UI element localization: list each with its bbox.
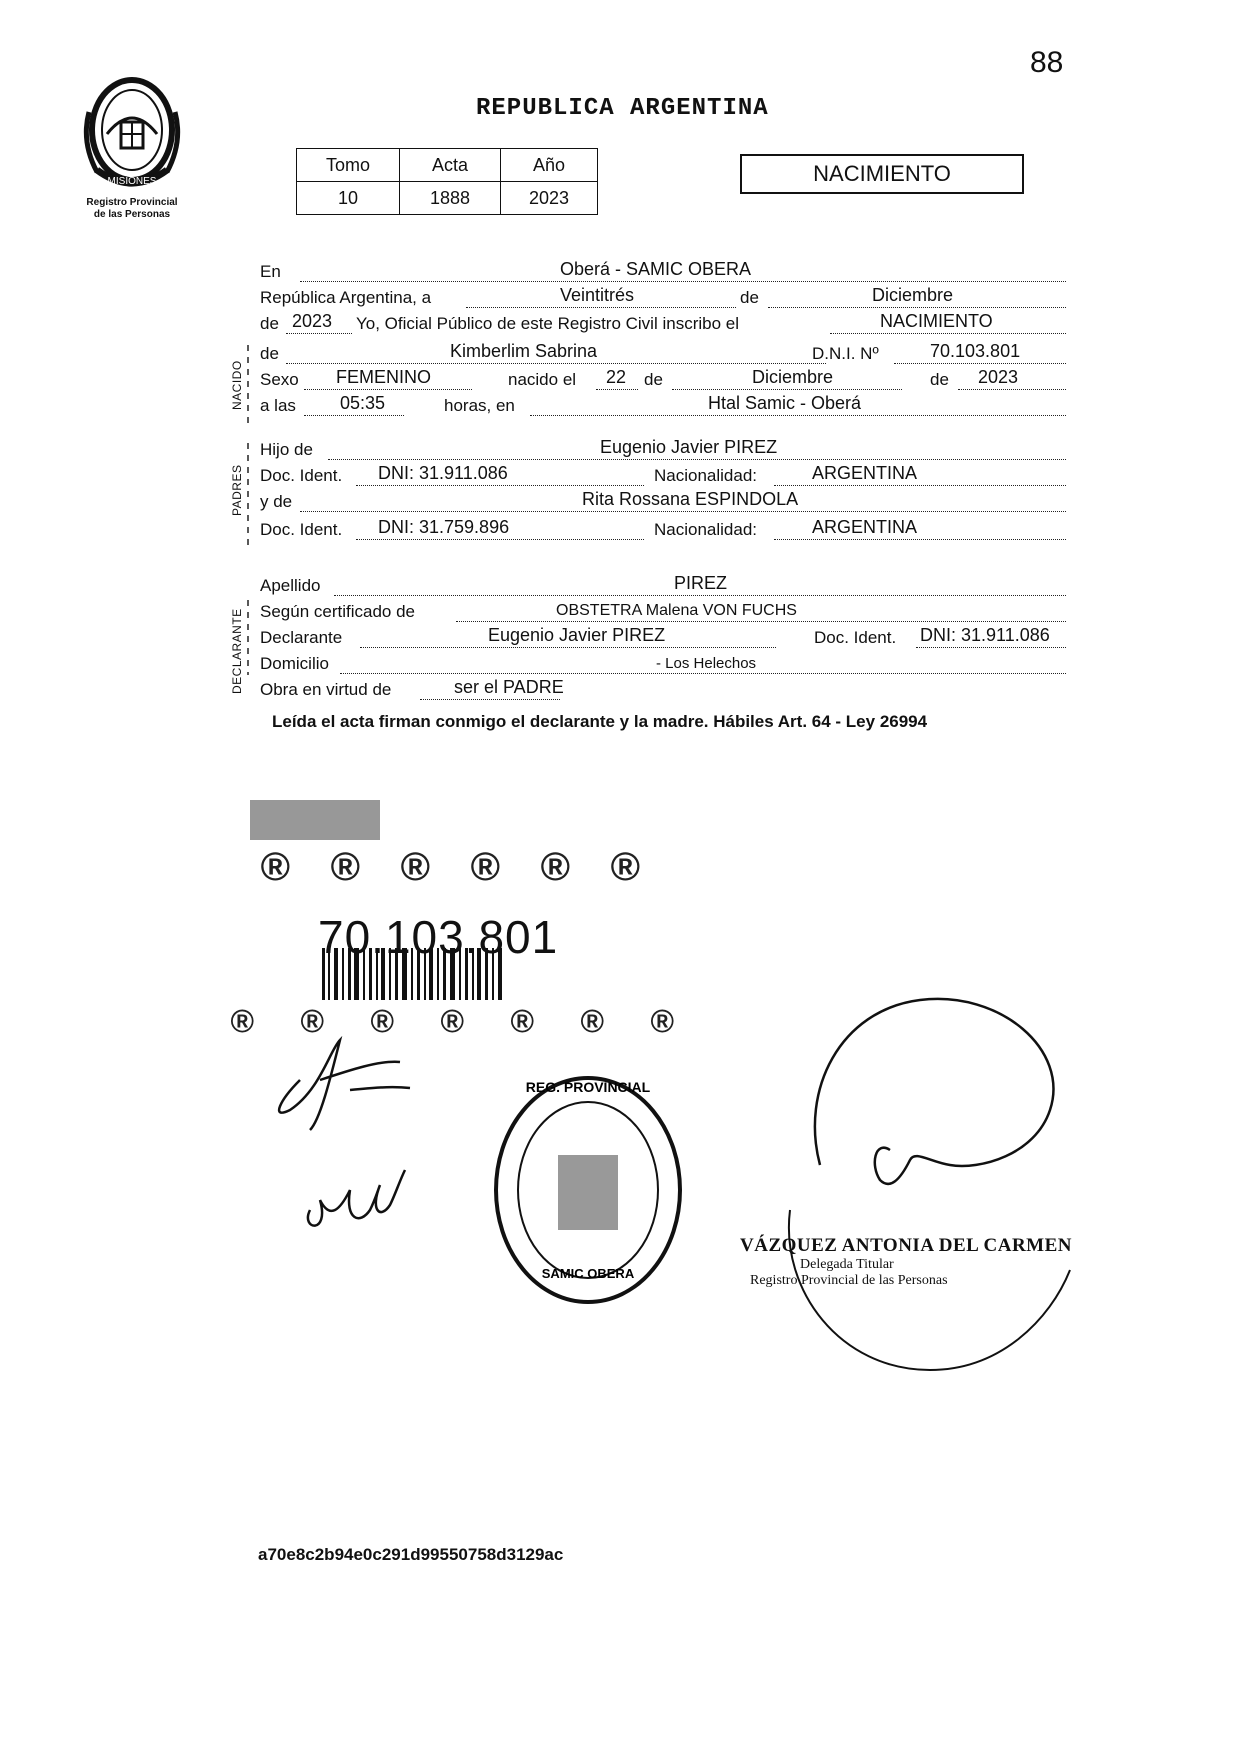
row-hijo-de	[260, 438, 1066, 464]
official-role: Delegada Titular	[800, 1257, 894, 1272]
svg-text:®: ®	[260, 845, 290, 889]
value-en: Oberá - SAMIC OBERA	[560, 259, 752, 279]
label-yo-oficial: Yo, Oficial Público de este Registro Civil inscribo el	[356, 314, 739, 333]
svg-text:REG. PROVINCIAL: REG. PROVINCIAL	[525, 1079, 651, 1095]
value-dia-nacimiento: 22	[606, 367, 627, 387]
signature-official	[780, 990, 1080, 1390]
svg-text:®: ®	[540, 845, 570, 889]
header-acta: Acta	[400, 149, 501, 182]
svg-text:SAMIC OBERA: SAMIC OBERA	[541, 1266, 635, 1281]
svg-text:®: ®	[230, 1003, 254, 1039]
value-domicilio: - Los Helechos	[656, 655, 757, 672]
dotted-line	[300, 511, 1066, 512]
label-nacido-el: nacido el	[508, 370, 577, 389]
value-doc-padre: DNI: 31.911.086	[378, 463, 508, 483]
signature-declarante	[260, 1020, 440, 1250]
page-number: 88	[1030, 46, 1064, 79]
dotted-line	[356, 539, 644, 540]
label-domicilio: Domicilio	[260, 654, 329, 673]
dotted-line	[286, 363, 826, 364]
dotted-line	[774, 539, 1066, 540]
value-nacionalidad-madre: ARGENTINA	[812, 517, 918, 537]
row-nombre	[260, 342, 1066, 368]
side-label-padres: PADRES	[230, 464, 244, 516]
label-a-las: a las	[260, 396, 296, 415]
header-anio: Año	[501, 149, 598, 182]
value-sexo: FEMENINO	[336, 367, 432, 387]
value-anio: 2023	[292, 311, 333, 331]
dotted-line	[672, 389, 902, 390]
dotted-line	[300, 281, 1066, 282]
label-dni: D.N.I. Nº	[812, 344, 879, 363]
label-y-de: y de	[260, 492, 293, 511]
svg-text:®: ®	[440, 1003, 464, 1039]
dotted-line	[456, 621, 1066, 622]
svg-text:®: ®	[400, 845, 430, 889]
record-table-header	[297, 149, 598, 182]
value-obra-en-virtud: ser el PADRE	[454, 677, 564, 697]
row-sexo	[260, 368, 1066, 394]
dotted-line	[830, 333, 1066, 334]
svg-text:®: ®	[650, 1003, 674, 1039]
label-de: de	[740, 288, 759, 307]
svg-text:®: ®	[580, 1003, 604, 1039]
record-table-values	[297, 182, 598, 215]
document-hash: a70e8c2b94e0c291d99550758d3129ac	[258, 1545, 564, 1564]
label-de-mes: de	[644, 370, 663, 389]
row-apellido	[260, 574, 1066, 600]
value-nacionalidad-padre: ARGENTINA	[812, 463, 918, 483]
value-lugar: Htal Samic - Oberá	[708, 393, 862, 413]
value-certificado: OBSTETRA Malena VON FUCHS	[556, 602, 797, 619]
dotted-line	[286, 333, 352, 334]
section-brackets	[244, 345, 254, 675]
record-table	[296, 148, 598, 215]
dotted-line	[894, 363, 1066, 364]
dotted-line	[466, 307, 736, 308]
value-mes: Diciembre	[872, 285, 954, 305]
label-declarante: Declarante	[260, 628, 343, 647]
label-nacionalidad-madre: Nacionalidad:	[654, 520, 758, 539]
value-mes-nacimiento: Diciembre	[752, 367, 834, 387]
official-stamp	[740, 1235, 1072, 1289]
svg-text:®: ®	[300, 1003, 324, 1039]
dotted-line	[916, 647, 1066, 648]
row-inscribo	[260, 312, 1066, 338]
value-anio: 2023	[501, 182, 598, 215]
official-office: Registro Provincial de las Personas	[750, 1273, 948, 1288]
svg-text:®: ®	[330, 845, 360, 889]
row-doc-padre	[260, 464, 1066, 490]
dotted-line	[328, 459, 1066, 460]
dotted-line	[530, 415, 1066, 416]
record-type-box: NACIMIENTO	[740, 154, 1024, 194]
value-tomo: 10	[297, 182, 400, 215]
dotted-line	[304, 389, 472, 390]
label-apellido: Apellido	[260, 576, 321, 595]
row-domicilio	[260, 652, 1066, 678]
row-doc-madre	[260, 518, 1066, 544]
value-acta: 1888	[400, 182, 501, 215]
dotted-line	[356, 485, 644, 486]
value-doc-declarante: DNI: 31.911.086	[920, 625, 1050, 645]
row-declarante	[260, 626, 1066, 652]
row-y-de	[260, 490, 1066, 516]
dotted-line	[360, 647, 776, 648]
label-de-nombre: de	[260, 344, 279, 363]
label-en: En	[260, 262, 281, 281]
value-declarante: Eugenio Javier PIREZ	[488, 625, 666, 645]
value-dia: Veintitrés	[560, 285, 635, 305]
label-doc-padre: Doc. Ident.	[260, 466, 343, 485]
dotted-line	[774, 485, 1066, 486]
row-en	[260, 260, 1066, 286]
label-sexo: Sexo	[260, 370, 299, 389]
side-label-declarante: DECLARANTE	[230, 608, 244, 694]
row-certificado	[260, 600, 1066, 626]
value-nombre: Kimberlim Sabrina	[450, 341, 598, 361]
label-republica: República Argentina, a	[260, 288, 432, 307]
value-anio-nacimiento: 2023	[978, 367, 1019, 387]
value-apellido: PIREZ	[674, 573, 728, 593]
value-inscribo: NACIMIENTO	[880, 311, 993, 331]
seal-text: MISIONES	[107, 176, 157, 187]
dotted-line	[334, 595, 1066, 596]
svg-text:®: ®	[470, 845, 500, 889]
label-hijo-de: Hijo de	[260, 440, 313, 459]
label-obra-en-virtud: Obra en virtud de	[260, 680, 392, 699]
dotted-line	[340, 673, 1066, 674]
logo-caption-line1: Registro Provincial	[86, 197, 178, 208]
value-doc-madre: DNI: 31.759.896	[378, 517, 510, 537]
value-padre: Eugenio Javier PIREZ	[600, 437, 778, 457]
label-horas-en: horas, en	[444, 396, 515, 415]
official-name: VÁZQUEZ ANTONIA DEL CARMEN	[740, 1235, 1073, 1256]
dotted-line	[768, 307, 1066, 308]
header-tomo: Tomo	[297, 149, 400, 182]
value-dni: 70.103.801	[930, 341, 1021, 361]
misiones-seal-icon	[77, 72, 187, 192]
label-doc-madre: Doc. Ident.	[260, 520, 343, 539]
value-madre: Rita Rossana ESPINDOLA	[582, 489, 799, 509]
row-fecha	[260, 286, 1066, 312]
row-obra-en-virtud	[260, 678, 1066, 704]
logo-caption-line2: de las Personas	[93, 209, 171, 220]
label-de-anio-nac: de	[930, 370, 949, 389]
side-label-nacido: NACIDO	[230, 360, 244, 410]
legal-note: Leída el acta firman conmigo el declarante y la madre. Hábiles Art. 64 - Ley 26994	[272, 712, 928, 731]
label-segun-certificado: Según certificado de	[260, 602, 415, 621]
value-hora: 05:35	[340, 393, 386, 413]
official-seal	[488, 1070, 688, 1310]
registry-logo	[66, 72, 198, 228]
row-hora	[260, 394, 1066, 420]
label-doc-declarante: Doc. Ident.	[814, 628, 897, 647]
label-de-anio: de	[260, 314, 279, 333]
dotted-line	[420, 699, 560, 700]
dotted-line	[958, 389, 1066, 390]
document-title: REPUBLICA ARGENTINA	[476, 95, 769, 122]
svg-text:®: ®	[510, 1003, 534, 1039]
svg-text:®: ®	[370, 1003, 394, 1039]
dotted-line	[304, 415, 404, 416]
label-nacionalidad-padre: Nacionalidad:	[654, 466, 758, 485]
svg-text:®: ®	[610, 845, 640, 889]
barcode-number: 70.103.801	[318, 911, 559, 963]
dotted-line	[596, 389, 638, 390]
